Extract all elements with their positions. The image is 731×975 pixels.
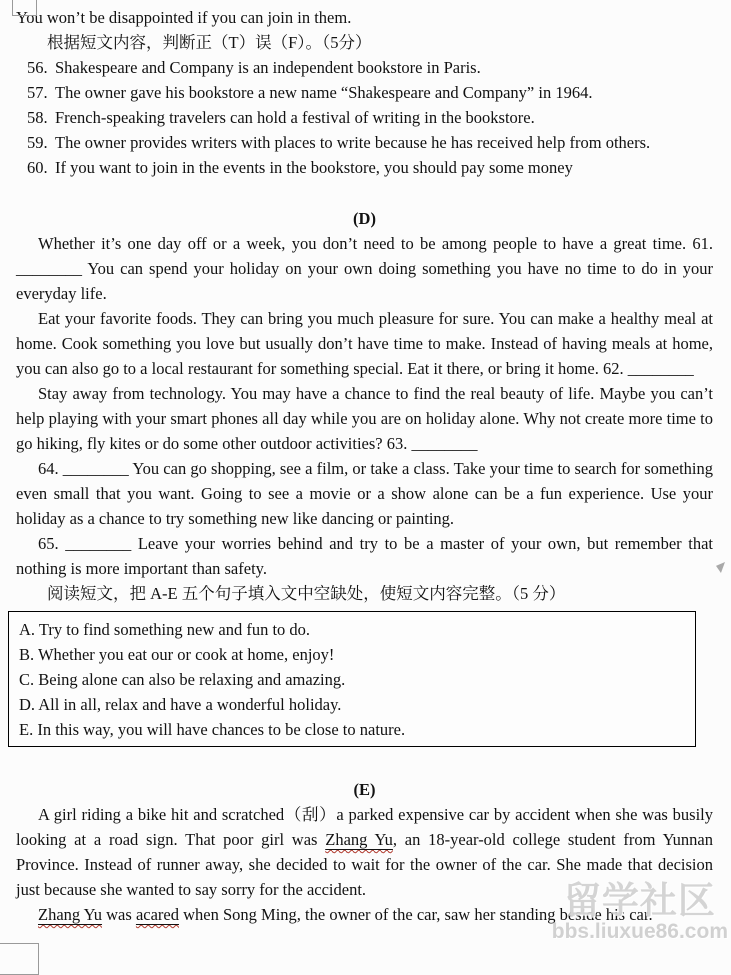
section-e-heading: (E) — [353, 780, 376, 799]
option-b: B. Whether you eat our or cook at home, enjoy! — [19, 645, 335, 664]
section-d-heading: (D) — [353, 209, 376, 228]
story-text: , an 18-year-old college student from Yunnan Province. Instead of runner away, she decided to wait for the owner of the car. She made that decision just because she wanted to say sorry for the accident. — [16, 830, 714, 899]
option-e: E. In this way, you will have chances to be close to nature. — [19, 720, 406, 739]
story-text: A girl riding a bike hit and scratched（刮）a parked expensive car by accident when she was busily looking at a road sign. That poor girl was — [16, 805, 713, 849]
tf-question-60 — [16, 155, 713, 180]
proper-noun-zhang-yu: Zhang Yu — [325, 830, 393, 849]
story-text: when Song Ming, the owner of the car, saw her standing beside his car. — [178, 905, 653, 924]
tf-question-58 — [16, 105, 713, 130]
section-d-paragraph-5: 65. ________ Leave your worries behind and try to be a master of your own, but remember that nothing is more important than safety. — [16, 534, 713, 578]
question-text: Shakespeare and Company is an independent bookstore in Paris. — [55, 58, 481, 77]
proper-noun-zhang-yu: Zhang Yu — [38, 905, 103, 924]
watermark-title: 留学社区 — [563, 880, 716, 922]
spellcheck-wavy-wrap — [325, 830, 393, 849]
misspelled-word-acared: acared — [135, 905, 179, 924]
question-number: 58. — [27, 108, 48, 127]
options-box — [8, 611, 696, 747]
question-number: 60. — [27, 158, 48, 177]
question-text: If you want to join in the events in the bookstore, you should pay some money — [55, 158, 573, 177]
question-number: 59. — [27, 133, 48, 152]
tf-question-59 — [16, 130, 713, 155]
question-text: French-speaking travelers can hold a festival of writing in the bookstore. — [55, 108, 535, 127]
story-text: was — [102, 905, 136, 924]
section-d-paragraph-1: Whether it’s one day off or a week, you don’t need to be among people to have a great time. 61. ________ You can spend your holiday on your own doing something you have no time to do in your everyday life. — [16, 234, 713, 303]
option-a: A. Try to find something new and fun to do. — [19, 620, 311, 639]
true-false-instruction: 根据短文内容，判断正（T）误（F）。（5分） — [47, 33, 372, 52]
section-d-paragraph-3: Stay away from technology. You may have a chance to find the real beauty of life. Maybe you can’t help playing with your smart phones all day while you are on holiday alone. Why not create more time to go hiking, fly kites or do some other outdoor activities? 63. ________ — [16, 384, 713, 453]
true-false-question-list — [16, 55, 713, 180]
gap-fill-instruction: 阅读短文，把 A-E 五个句子填入文中空缺处，使短文内容完整。（5 分） — [47, 584, 566, 603]
spellcheck-wavy-wrap — [136, 905, 179, 924]
page-corner-artifact-bottom-left — [0, 943, 39, 975]
question-text: The owner provides writers with places to write because he has received help from others. — [55, 133, 651, 152]
page-corner-artifact-top-left — [12, 0, 37, 16]
watermark-url: bbs.liuxue86.com — [551, 919, 728, 943]
section-d-paragraph-4: 64. ________ You can go shopping, see a film, or take a class. Take your time to search for something even small that you want. Going to see a movie or a show alone can be a fun experience. Use your holiday as a chance to try something new like dancing or painting. — [16, 459, 713, 528]
section-e-paragraph-1 — [16, 802, 713, 902]
question-text: The owner gave his bookstore a new name “Shakespeare and Company” in 1964. — [55, 83, 593, 102]
option-d: D. All in all, relax and have a wonderful holiday. — [19, 695, 342, 714]
intro-line: You won’t be disappointed if you can join in them. — [16, 8, 352, 27]
tf-question-56 — [16, 55, 713, 80]
option-c: C. Being alone can also be relaxing and amazing. — [19, 670, 346, 689]
spellcheck-wavy-wrap — [38, 905, 102, 924]
spellcheck-squiggle-icon — [573, 157, 588, 174]
section-d-paragraph-2: Eat your favorite foods. They can bring you much pleasure for sure. You can make a healthy meal at home. Cook something you love but usually don’t have time to make. Instead of having meals at home, you can also go to a local restaurant for something special. Eat it there, or bring it home. 62. ________ — [16, 309, 713, 378]
section-e-paragraph-2 — [16, 902, 713, 927]
question-number: 57. — [27, 83, 48, 102]
question-number: 56. — [27, 58, 48, 77]
tf-question-57 — [16, 80, 713, 105]
